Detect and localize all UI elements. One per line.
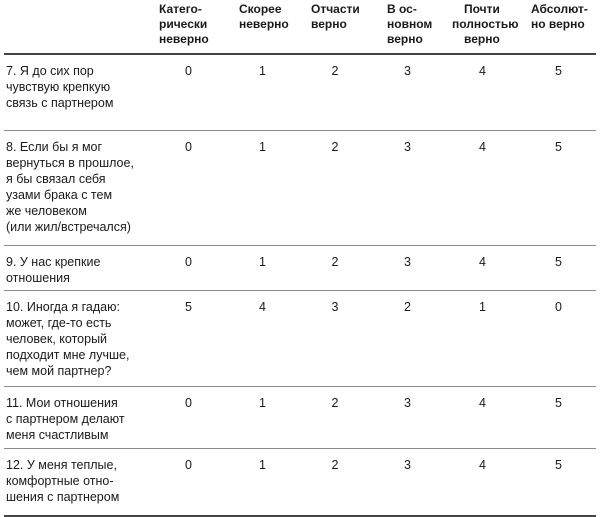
statement-line: чем мой партнер? bbox=[6, 363, 112, 378]
statement-line: шения с партнером bbox=[6, 489, 120, 504]
column-header-4 bbox=[371, 0, 444, 54]
column-header-4-line-3: верно bbox=[387, 32, 423, 46]
statement-line: отношения bbox=[6, 270, 70, 285]
score-cell: 1 bbox=[259, 395, 266, 410]
score-cell: 0 bbox=[185, 139, 192, 154]
statement-text bbox=[4, 54, 151, 130]
score-cell: 3 bbox=[404, 457, 411, 472]
statement-line: связь с партнером bbox=[6, 96, 114, 110]
score-cell: 4 bbox=[479, 64, 486, 78]
rating-table bbox=[4, 0, 596, 517]
rating-rows bbox=[4, 54, 596, 516]
statement-line: 9. У нас крепкие bbox=[6, 254, 101, 269]
score-cell: 0 bbox=[185, 64, 192, 78]
statement-line: меня счастливым bbox=[6, 427, 109, 442]
score-cell: 0 bbox=[185, 395, 192, 410]
score-cell: 5 bbox=[555, 254, 562, 269]
statement-line: 7. Я до сих пор bbox=[6, 64, 94, 78]
statement-line: 11. Мои отношения bbox=[6, 395, 118, 410]
score-cell: 4 bbox=[479, 457, 486, 472]
column-header-6-line-2: но верно bbox=[531, 17, 585, 31]
statement-line: же человеком bbox=[6, 203, 87, 218]
statement-row bbox=[4, 130, 596, 245]
column-header-1-line-2: рически bbox=[159, 17, 208, 31]
score-cell: 2 bbox=[331, 139, 339, 154]
score-cell: 1 bbox=[259, 139, 266, 154]
score-cell: 0 bbox=[185, 254, 192, 269]
score-cell: 2 bbox=[331, 457, 339, 472]
statement-text bbox=[4, 386, 151, 448]
score-cell: 5 bbox=[185, 299, 192, 314]
score-cell: 2 bbox=[404, 299, 411, 314]
column-header-4-line-1: В ос- bbox=[387, 2, 417, 16]
score-cell: 0 bbox=[555, 299, 562, 314]
score-cell: 2 bbox=[331, 254, 339, 269]
score-cell: 3 bbox=[404, 254, 411, 269]
score-cell: 4 bbox=[479, 254, 486, 269]
column-header-1-line-3: неверно bbox=[159, 32, 209, 46]
column-header-6-line-1: Абсолют- bbox=[531, 2, 588, 16]
statement-row bbox=[4, 386, 596, 448]
score-cell: 0 bbox=[185, 457, 192, 472]
score-cell: 1 bbox=[259, 254, 266, 269]
statement-line: чувствую крепкую bbox=[6, 80, 111, 94]
score-cell: 3 bbox=[404, 64, 411, 78]
statement-line: подходит мне лучше, bbox=[6, 347, 130, 362]
statement-row bbox=[4, 290, 596, 386]
header-question-column bbox=[4, 0, 151, 54]
statement-line: может, где-то есть bbox=[6, 315, 112, 330]
statement-text bbox=[4, 290, 151, 386]
score-cell: 4 bbox=[479, 395, 486, 410]
score-cell: 4 bbox=[479, 139, 486, 154]
statement-line: узами брака с тем bbox=[6, 187, 113, 202]
column-header-3 bbox=[299, 0, 371, 54]
score-cell: 4 bbox=[259, 299, 266, 314]
column-header-5-line-3: верно bbox=[464, 32, 500, 46]
score-cell: 2 bbox=[331, 64, 339, 78]
column-header-3-line-1: Отчасти bbox=[311, 2, 360, 16]
column-header-2-line-2: неверно bbox=[239, 17, 289, 31]
statement-line: 10. Иногда я гадаю: bbox=[6, 299, 120, 314]
statement-text bbox=[4, 448, 151, 516]
statement-line: с партнером делают bbox=[6, 411, 125, 426]
statement-line: 8. Если бы я мог bbox=[6, 139, 103, 154]
score-cell: 3 bbox=[404, 395, 411, 410]
column-header-1 bbox=[151, 0, 226, 54]
column-header-6 bbox=[521, 0, 596, 54]
statement-text bbox=[4, 130, 151, 245]
column-header-4-line-2: новном bbox=[387, 17, 433, 31]
statement-row bbox=[4, 245, 596, 290]
score-cell: 3 bbox=[331, 299, 339, 314]
column-header-2 bbox=[226, 0, 299, 54]
score-cell: 1 bbox=[479, 299, 486, 314]
column-header-1-line-1: Катего- bbox=[159, 2, 202, 16]
score-cell: 5 bbox=[555, 395, 562, 410]
statement-text bbox=[4, 245, 151, 290]
statement-line: я бы связал себя bbox=[6, 171, 106, 186]
statement-line: человек, который bbox=[6, 331, 108, 346]
column-header-5 bbox=[444, 0, 521, 54]
column-header-5-line-1: Почти bbox=[464, 2, 500, 16]
score-cell: 5 bbox=[555, 139, 562, 154]
score-cell: 1 bbox=[259, 457, 266, 472]
statement-line: комфортные отно- bbox=[6, 473, 114, 488]
column-header-3-line-2: верно bbox=[311, 17, 347, 31]
score-cell: 2 bbox=[331, 395, 339, 410]
score-cell: 3 bbox=[404, 139, 411, 154]
score-cell: 1 bbox=[259, 64, 266, 78]
statement-line: вернуться в прошлое, bbox=[6, 155, 134, 170]
column-header-5-line-2: полностью bbox=[452, 17, 519, 31]
statement-row bbox=[4, 448, 596, 516]
statement-row bbox=[4, 54, 596, 130]
column-header-2-line-1: Скорее bbox=[239, 2, 282, 16]
score-cell: 5 bbox=[555, 64, 562, 78]
statement-line: 12. У меня теплые, bbox=[6, 457, 117, 472]
header-row bbox=[4, 0, 596, 54]
statement-line: (или жил/встречался) bbox=[6, 219, 131, 234]
score-cell: 5 bbox=[555, 457, 562, 472]
